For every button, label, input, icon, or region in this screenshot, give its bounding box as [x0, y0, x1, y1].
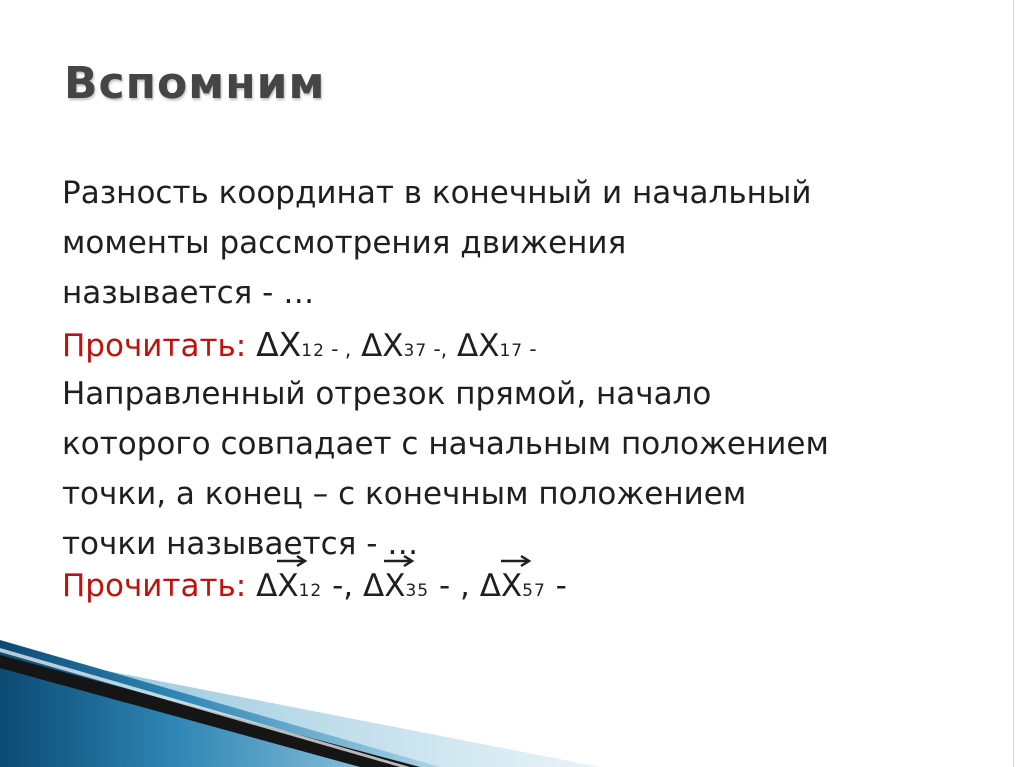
vector-item: Δ X57 -	[480, 568, 567, 604]
paragraph-line: Разность координат в конечный и начальный	[62, 175, 812, 211]
vector-item: Δ X35 - ,	[363, 568, 470, 604]
paragraph-line: точки называется - …	[62, 526, 419, 562]
paragraph-line: моменты рассмотрения движения	[62, 225, 627, 261]
read-label: Прочитать:	[62, 568, 247, 604]
delta-item: ΔX37 -,	[361, 328, 448, 364]
slide-title: Вспомним	[64, 58, 326, 109]
paragraph-line: называется - …	[62, 275, 315, 311]
read-label: Прочитать:	[62, 328, 247, 364]
paragraph-line: точки, а конец – с конечным положением	[62, 476, 747, 512]
delta-item: ΔX17 -	[456, 328, 537, 364]
vector-item: Δ X12 -,	[256, 568, 353, 604]
band-blue	[0, 640, 440, 767]
delta-item: ΔX12 - ,	[256, 325, 352, 364]
paragraph-line: которого совпадает с начальным положением	[62, 426, 829, 462]
paragraph-line: Направленный отрезок прямой, начало	[62, 376, 712, 412]
